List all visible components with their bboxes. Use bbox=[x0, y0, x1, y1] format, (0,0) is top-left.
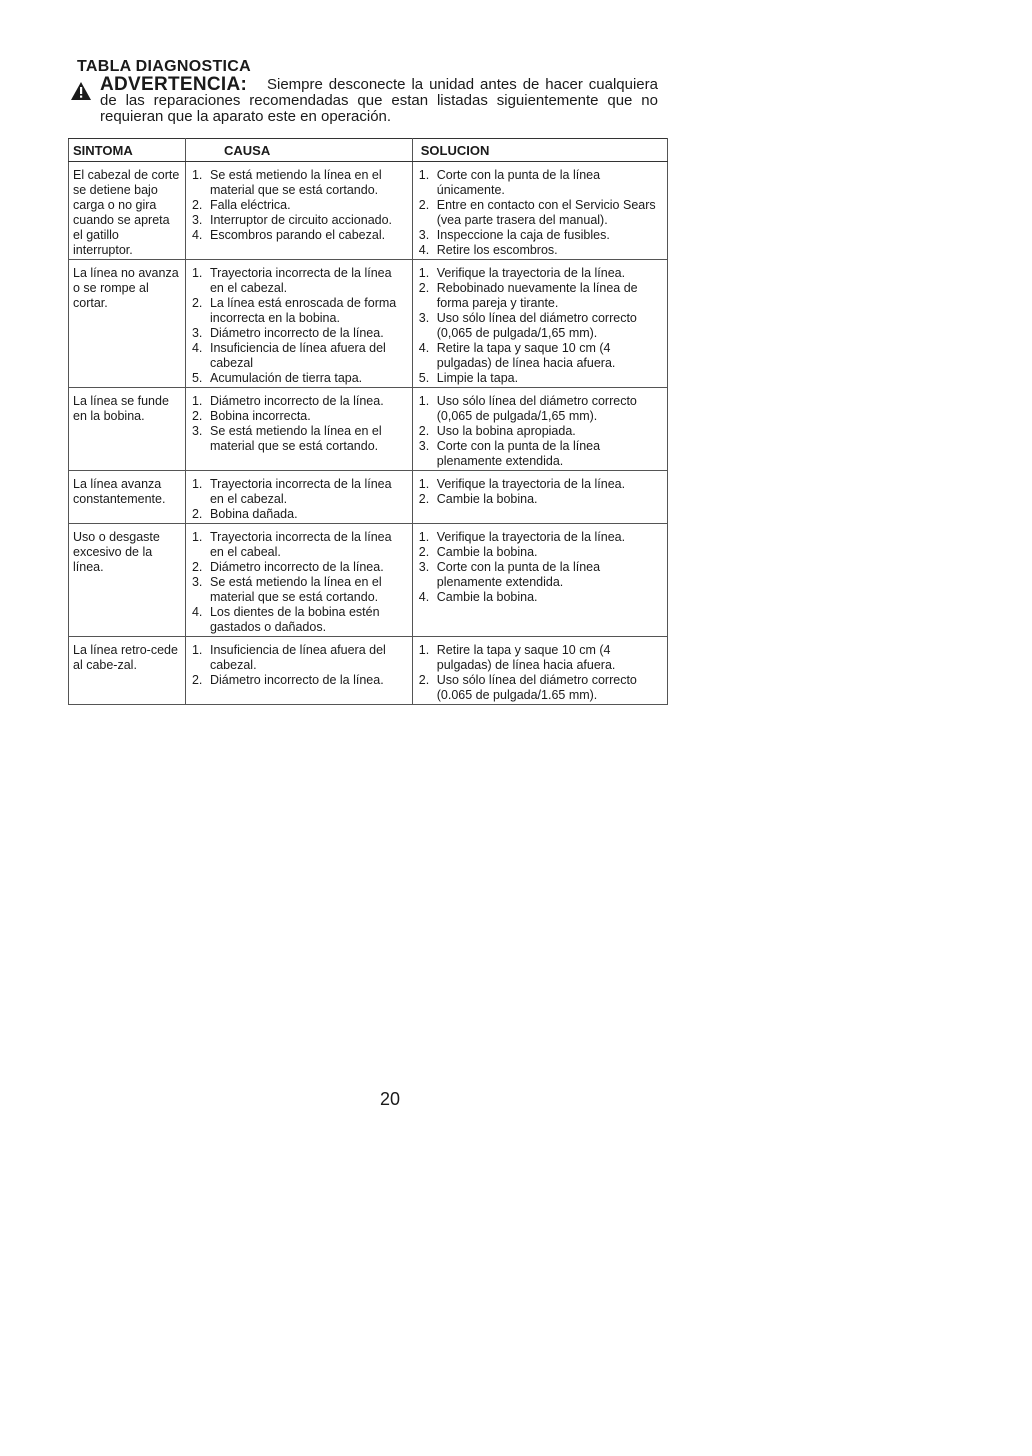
item-text: Rebobinado nuevamente la línea de forma pareja y tirante. bbox=[436, 281, 638, 310]
solucion-cell bbox=[412, 388, 667, 471]
causa-item bbox=[192, 168, 408, 198]
item-text: Uso la bobina apropiada. bbox=[436, 424, 576, 438]
item-number: 1. bbox=[418, 477, 430, 491]
solucion-item bbox=[419, 281, 663, 311]
item-number: 1. bbox=[191, 168, 203, 182]
causa-item bbox=[192, 477, 408, 507]
item-text: Los dientes de la bobina estén gastados o dañados. bbox=[209, 605, 380, 634]
item-number: 4. bbox=[418, 590, 430, 604]
item-text: Interruptor de circuito accionado. bbox=[209, 213, 393, 227]
item-text: Uso sólo línea del diámetro correcto (0.065 de pulgada/1.65 mm). bbox=[436, 673, 637, 702]
item-number: 4. bbox=[191, 605, 203, 619]
item-text: Corte con la punta de la línea únicamente. bbox=[436, 168, 601, 197]
item-text: Escombros parando el cabezal. bbox=[209, 228, 386, 242]
item-number: 2. bbox=[418, 281, 430, 295]
solucion-item bbox=[419, 394, 663, 424]
item-text: Trayectoria incorrecta de la línea en el cabeal. bbox=[209, 530, 392, 559]
item-text: Falla eléctrica. bbox=[209, 198, 291, 212]
item-text: Entre en contacto con el Servicio Sears (vea parte trasera del manual). bbox=[436, 198, 656, 227]
solucion-cell bbox=[412, 471, 667, 524]
causa-cell bbox=[185, 471, 412, 524]
item-number: 4. bbox=[191, 228, 203, 242]
solucion-item bbox=[419, 198, 663, 228]
item-text: Diámetro incorrecto de la línea. bbox=[209, 673, 384, 687]
item-number: 2. bbox=[418, 545, 430, 559]
causa-cell bbox=[185, 524, 412, 637]
item-number: 2. bbox=[191, 507, 203, 521]
diagnostic-table bbox=[68, 138, 668, 705]
item-number: 1. bbox=[418, 530, 430, 544]
item-number: 1. bbox=[191, 266, 203, 280]
header-causa: CAUSA bbox=[185, 139, 412, 162]
table-row bbox=[69, 162, 668, 260]
table-row bbox=[69, 471, 668, 524]
item-text: Bobina incorrecta. bbox=[209, 409, 311, 423]
item-text: Corte con la punta de la línea plenamente extendida. bbox=[436, 560, 601, 589]
item-number: 3. bbox=[191, 575, 203, 589]
solucion-item bbox=[419, 590, 663, 605]
item-text: Cambie la bobina. bbox=[436, 545, 538, 559]
item-text: Bobina dañada. bbox=[209, 507, 298, 521]
item-number: 1. bbox=[191, 394, 203, 408]
causa-item bbox=[192, 213, 408, 228]
solucion-item bbox=[419, 311, 663, 341]
causa-item bbox=[192, 409, 408, 424]
causa-item bbox=[192, 560, 408, 575]
item-text: Verifique la trayectoria de la línea. bbox=[436, 266, 626, 280]
causa-cell bbox=[185, 162, 412, 260]
causa-item bbox=[192, 326, 408, 341]
sintoma-cell: La línea retro-cede al cabe-zal. bbox=[69, 637, 186, 705]
causa-item bbox=[192, 605, 408, 635]
header-solucion: SOLUCION bbox=[412, 139, 667, 162]
table-header-row bbox=[69, 139, 668, 162]
solucion-item bbox=[419, 530, 663, 545]
item-text: Uso sólo línea del diámetro correcto (0,065 de pulgada/1,65 mm). bbox=[436, 394, 637, 423]
sintoma-cell: La línea avanza constantemente. bbox=[69, 471, 186, 524]
solucion-cell bbox=[412, 260, 667, 388]
item-text: Se está metiendo la línea en el material que se está cortando. bbox=[209, 424, 382, 453]
item-text: Se está metiendo la línea en el material que se está cortando. bbox=[209, 168, 382, 197]
item-number: 2. bbox=[418, 492, 430, 506]
table-row bbox=[69, 260, 668, 388]
item-number: 2. bbox=[418, 424, 430, 438]
item-number: 3. bbox=[191, 213, 203, 227]
causa-cell bbox=[185, 637, 412, 705]
solucion-item bbox=[419, 560, 663, 590]
causa-item bbox=[192, 530, 408, 560]
item-number: 3. bbox=[191, 326, 203, 340]
item-text: Diámetro incorrecto de la línea. bbox=[209, 326, 384, 340]
item-number: 2. bbox=[418, 673, 430, 687]
solucion-item bbox=[419, 492, 663, 507]
page-title: TABLA DIAGNOSTICA bbox=[77, 58, 251, 75]
solucion-cell bbox=[412, 637, 667, 705]
causa-item bbox=[192, 296, 408, 326]
item-text: Insuficiencia de línea afuera del cabezal. bbox=[209, 643, 386, 672]
item-number: 1. bbox=[191, 643, 203, 657]
solucion-item bbox=[419, 643, 663, 673]
solucion-item bbox=[419, 228, 663, 243]
causa-item bbox=[192, 507, 408, 522]
item-number: 3. bbox=[418, 228, 430, 242]
item-number: 1. bbox=[191, 477, 203, 491]
item-text: Retire la tapa y saque 10 cm (4 pulgadas) de línea hacia afuera. bbox=[436, 643, 616, 672]
item-text: Insuficiencia de línea afuera del cabezal bbox=[209, 341, 386, 370]
item-text: Verifique la trayectoria de la línea. bbox=[436, 477, 626, 491]
item-number: 1. bbox=[418, 266, 430, 280]
sintoma-cell: Uso o desgaste excesivo de la línea. bbox=[69, 524, 186, 637]
item-number: 3. bbox=[418, 439, 430, 453]
table-body bbox=[69, 162, 668, 705]
item-number: 2. bbox=[191, 296, 203, 310]
solucion-item bbox=[419, 266, 663, 281]
sintoma-cell: La línea no avanza o se rompe al cortar. bbox=[69, 260, 186, 388]
item-number: 5. bbox=[191, 371, 203, 385]
item-text: Diámetro incorrecto de la línea. bbox=[209, 394, 384, 408]
item-text: Verifique la trayectoria de la línea. bbox=[436, 530, 626, 544]
solucion-item bbox=[419, 545, 663, 560]
causa-item bbox=[192, 198, 408, 213]
item-text: Retire los escombros. bbox=[436, 243, 558, 257]
item-number: 2. bbox=[191, 673, 203, 687]
causa-item bbox=[192, 643, 408, 673]
item-text: Diámetro incorrecto de la línea. bbox=[209, 560, 384, 574]
solucion-item bbox=[419, 243, 663, 258]
item-number: 1. bbox=[418, 168, 430, 182]
item-number: 5. bbox=[418, 371, 430, 385]
causa-item bbox=[192, 266, 408, 296]
item-text: Inspeccione la caja de fusibles. bbox=[436, 228, 610, 242]
causa-cell bbox=[185, 388, 412, 471]
item-number: 1. bbox=[191, 530, 203, 544]
item-number: 2. bbox=[191, 560, 203, 574]
causa-item bbox=[192, 228, 408, 243]
item-text: La línea está enroscada de forma incorrecta en la bobina. bbox=[209, 296, 397, 325]
solucion-item bbox=[419, 341, 663, 371]
causa-item bbox=[192, 341, 408, 371]
item-number: 4. bbox=[191, 341, 203, 355]
page-number: 20 bbox=[379, 1089, 401, 1109]
sintoma-cell: El cabezal de corte se detiene bajo carga o no gira cuando se apreta el gatillo interruptor. bbox=[69, 162, 186, 260]
item-text: Limpie la tapa. bbox=[436, 371, 519, 385]
causa-item bbox=[192, 394, 408, 409]
solucion-cell bbox=[412, 162, 667, 260]
sintoma-cell: La línea se funde en la bobina. bbox=[69, 388, 186, 471]
table-row bbox=[69, 637, 668, 705]
causa-item bbox=[192, 424, 408, 454]
item-number: 3. bbox=[418, 560, 430, 574]
item-text: Trayectoria incorrecta de la línea en el cabezal. bbox=[209, 477, 392, 506]
warning-text: Siempre desconecte la unidad antes de hacer cualquiera de las reparaciones recomendadas que estan listadas siguientemente que no requieran que la aparato este en operación. bbox=[100, 76, 658, 125]
table-row bbox=[69, 524, 668, 637]
solucion-item bbox=[419, 168, 663, 198]
item-number: 2. bbox=[418, 198, 430, 212]
solucion-item bbox=[419, 424, 663, 439]
solucion-item bbox=[419, 371, 663, 386]
item-number: 4. bbox=[418, 341, 430, 355]
causa-item bbox=[192, 575, 408, 605]
item-number: 2. bbox=[191, 409, 203, 423]
warning-triangle-icon bbox=[70, 81, 92, 101]
item-number: 4. bbox=[418, 243, 430, 257]
solucion-item bbox=[419, 439, 663, 469]
warning-heading: ADVERTENCIA: bbox=[100, 74, 248, 95]
solucion-cell bbox=[412, 524, 667, 637]
solucion-item bbox=[419, 673, 663, 703]
solucion-item bbox=[419, 477, 663, 492]
item-number: 1. bbox=[418, 394, 430, 408]
item-text: Trayectoria incorrecta de la línea en el cabezal. bbox=[209, 266, 392, 295]
item-text: Retire la tapa y saque 10 cm (4 pulgadas) de línea hacia afuera. bbox=[436, 341, 616, 370]
item-number: 1. bbox=[418, 643, 430, 657]
item-text: Uso sólo línea del diámetro correcto (0,065 de pulgada/1,65 mm). bbox=[436, 311, 637, 340]
causa-item bbox=[192, 673, 408, 688]
item-text: Cambie la bobina. bbox=[436, 590, 538, 604]
causa-cell bbox=[185, 260, 412, 388]
item-text: Cambie la bobina. bbox=[436, 492, 538, 506]
item-number: 3. bbox=[418, 311, 430, 325]
table-row bbox=[69, 388, 668, 471]
header-sintoma: SINTOMA bbox=[69, 139, 186, 162]
item-text: Se está metiendo la línea en el material que se está cortando. bbox=[209, 575, 382, 604]
causa-item bbox=[192, 371, 408, 386]
item-text: Corte con la punta de la línea plenamente extendida. bbox=[436, 439, 601, 468]
item-number: 2. bbox=[191, 198, 203, 212]
item-text: Acumulación de tierra tapa. bbox=[209, 371, 363, 385]
item-number: 3. bbox=[191, 424, 203, 438]
